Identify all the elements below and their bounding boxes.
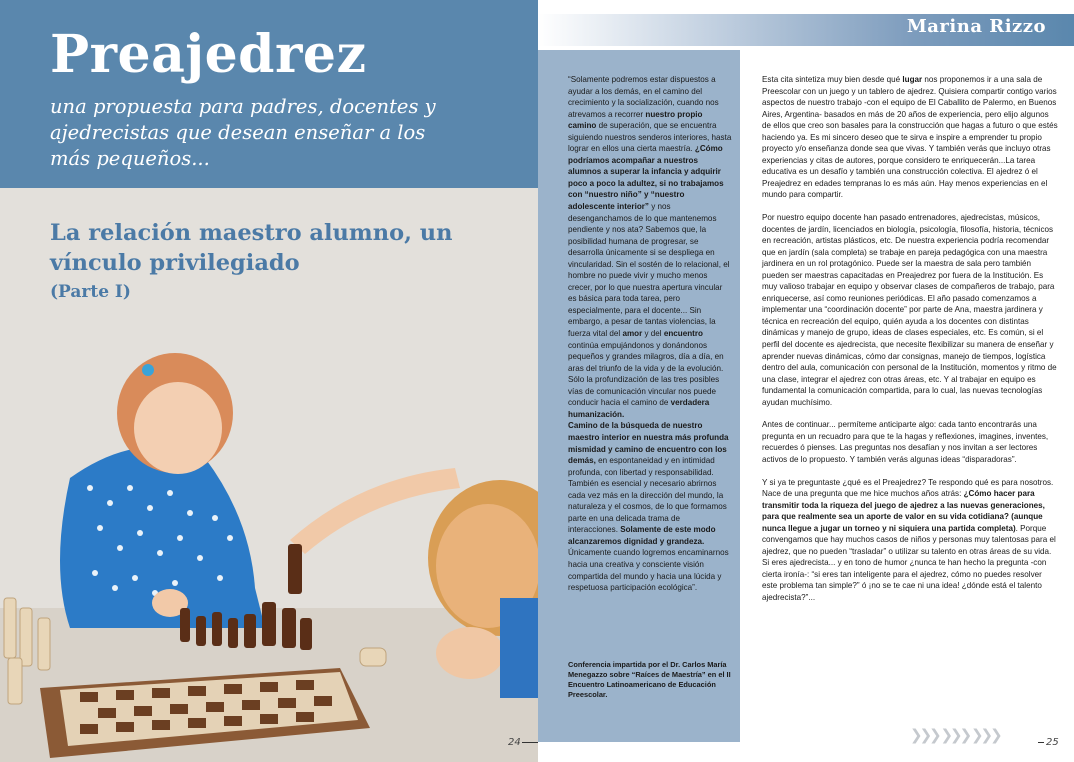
page-number-right: 25 [1046,737,1059,748]
quote-span: y nos desenganchamos de lo que mantenemos pendiente y nos ata? Sabemos que, la posibilidad humana de progresar, se desarrolla únicamente si se despliega en vincularidad. Sin el sostén de lo relacional, el hombre no puede vivir y mucho menos crecer, por lo que nuestra apertura vincular es básica para toda tarea, pero especialmente, para el docente... Sin embargo, a pesar de tantas violencias, la fuerza vital del [568,202,730,339]
page-number-rule [522,742,538,743]
right-page [538,0,1074,762]
quote-bold: Camino de la búsqueda de nuestro maestro interior en nuestra más profunda mismidad y camino de encuentro con los demás, [568,421,729,466]
quote-span: de superación, que se encuentra siguiendo nuestros senderos interiores, hasta lograr en ellos una cierta maestría. [568,121,732,154]
quote-bold: ¿Cómo podríamos acompañar a nuestros alumnos a superar la infancia y adquirir poco a poco la adultez, si no trabajamos con “nuestro niño” y “nuestro adolescente interior” [568,144,724,212]
quote-attribution: Conferencia impartida por el Dr. Carlos María Menegazzo sobre “Raíces de Maestría” en el II Encuentro Latinoamericano de Educación Preescolar. [568,660,731,699]
body-span: . Porque convengamos que hay muchos casos de niños y personas muy talentosas para el ajedrez, que no pueden “trasladar” o utilizar su talento en otras áreas de su vida. Si eres ajedrecista... y en tono de humor ¿nunca te han hecho la pregunta -con cierta ironía-: “si eres tan inteligente para el ajedrez, cómo no puedes resolver este problema tan simple?” ó ¡no se te cae ni una idea! ¿dónde está el talento ajedrecista?”... [762,523,1056,602]
page-number-left: 24 [508,737,521,748]
body-paragraph-1 [762,74,1058,201]
page-number-rule [1038,742,1044,743]
body-span: Esta cita sintetiza muy bien desde qué [762,75,903,84]
body-paragraph-4 [762,477,1058,604]
body-span: Y si ya te preguntaste ¿qué es el Preajedrez? Te respondo qué es para nosotros. Nace de una pregunta que me hice muchos años atrás: [762,477,1054,499]
author-name: Marina Rizzo [906,16,1046,37]
article-subtitle: una propuesta para padres, docentes y ajedrecistas que desean enseñar a los más pequeños... [50,95,436,170]
quote-span: Únicamente cuando logremos encaminarnos hacia una creativa y consciente visión compartida del mundo y hacia una lúcida y respetuosa participación ecológica”. [568,548,729,593]
quote-text [568,74,732,594]
quote-bold: amor [622,329,643,339]
body-paragraph-2: Por nuestro equipo docente han pasado entrenadores, ajedrecistas, músicos, docentes de jardín, licenciados en biología, psicología, filosofía, historia, técnicos en recreación, artistas plásticos, etc. De nuestra experiencia podría recomendar que en jardín (sala completa) se trabaje en pareja pedagógica con una maestra jardinera en un rol protagónico. Puede ser la maestra de sala pero también pueden ser maestras capacitadas en Preajedrez por fuera de la Institución. Es muy valioso trabajar en equipo y observar clases de compañeros de trabajo, para enriquecerse, así como reuniones periódicas. El año pasado comenzamos a implementar una “coordinación docente” por parte de Ana, maestra jardinera y técnica en recreación del equipo, quién ayuda a los docentes con distintas dinámicas y manejo de grupo, ideas de clases especiales, etc. Es común, si el perfil del docente es ajedrecista, que necesite flexibilizar su manera de enseñar y aprender nuevas dinámicas, cómo dar consignas, manejo de tiempos, logística dentro del aula, comunicación con personal de la Institución, momentos y ritmo de una clase, integrar el ajedrez con otras áreas, etc. Y al trabajar en equipo es fundamental la comunicación compartida, para lo cual, las nuevas tecnologías ayudan muchísimo. [762,213,1057,407]
quote-span: y del [642,329,664,339]
section-part-label: (Parte I) [50,282,131,302]
quote-bold: verdadera humanización. [568,398,710,419]
section-heading: La relación maestro alumno, un vínculo privilegiado [50,220,453,276]
body-bold: lugar [902,75,923,84]
quote-bold: Solamente de este modo alcanzaremos dignidad y grandeza. [568,525,716,546]
body-span: nos proponemos ir a una sala de Preescolar con un juego y un tablero de ajedrez. Quisiera compartir contigo varios aspectos de nuestro trabajo -con el equipo de El Caballito de Palermo, en Buenos Aires, Argentina- basados en más de 20 años de experiencia, pero elijo algunos de ellos que creo son basales para la construcción que hagas a futuro o que estés haciendo ya. Es mi sincero deseo que te sirva e inspire a emprender tu propio proyecto y/o enseñanza donde sea que vivas. Y también verás que incluyo otras experiencias y citas de autores, porque considero te enriquecerán...La tarea educativa es un desafío y también una construcción colectiva. El ajedrez ó el Preajedrez en edades tempranas lo es más aún. Hay menos experiencias en el mundo para compartir. [762,75,1058,200]
body-bold: ¿Cómo hacer para transmitir toda la riqueza del juego de ajedrez a las nuevas generaciones, para que realmente sea un aporte de valor en su vida cotidiana? (aunque nunca llegue a jugar un torneo y ni siquiera una partida completa) [762,489,1045,533]
quote-span: continúa empujándonos y donándonos pequeños y grandes milagros, día a día, en aras del triunfo de la vida y de la evolución. Sólo la profundización de las tres posibles vías de comunicación vincular nos puede conducir hacia el camino de [568,340,724,408]
quote-bold: nuestro propio camino [568,109,703,131]
article-title: Preajedrez [50,24,367,85]
body-column [762,74,1058,615]
quote-span: en espontaneidad y en intimidad profunda, con libertad y responsabilidad. También es esencial y necesario abrirnos cada vez más en la dirección del mundo, la naturaleza y el cosmos, de lo que formamos parte en una delicada trama de interacciones. [568,456,727,535]
body-paragraph-3: Antes de continuar... permíteme anticiparte algo: cada tanto encontrarás una pregunta en un recuadro para que te la hagas y reflexiones, imagines, inventes, recuerdes ó pienses. Las preguntas nos desafían y nos invitan a ser lectores activos de lo propuesto. Y también verás algunas ideas “disparadoras”. [762,420,1049,464]
chevron-right-icon: ❯❯❯ ❯❯❯ ❯❯❯ [910,726,1000,744]
quote-bold: encuentro [663,329,703,339]
quote-span: “Solamente podremos estar dispuestos a ayudar a los demás, en el camino del crecimiento y la socialización, cuando nos atrevamos a recorrer [568,75,719,119]
